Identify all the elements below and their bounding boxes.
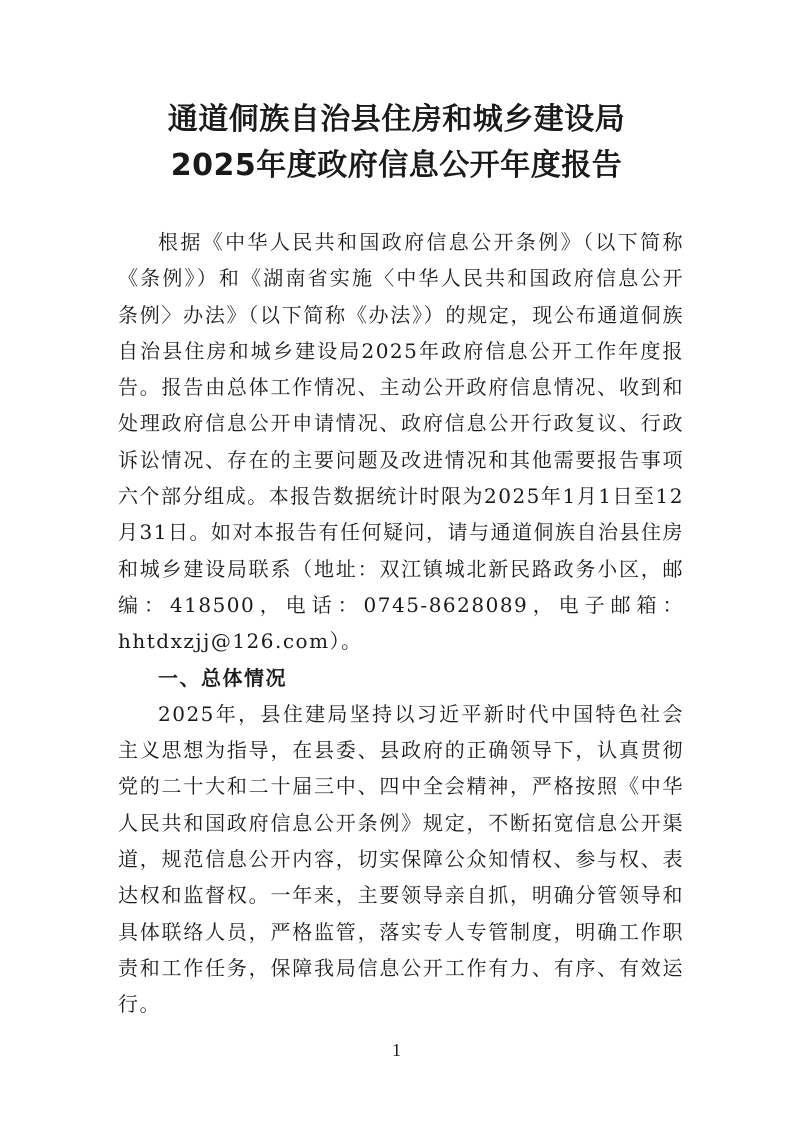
document-title-line1: 通道侗族自治县住房和城乡建设局: [167, 102, 626, 137]
overview-paragraph: 2025年，县住建局坚持以习近平新时代中国特色社会主义思想为指导，在县委、县政府的正确领导下，认真贯彻党的二十大和二十届三中、四中全会精神，严格按照《中华人民共和国政府信息公开条例》规定，不断拓宽信息公开渠道，规范信息公开内容，切实保障公众知情权、参与权、表达权和监督权。一年来，主要领导亲自抓，明确分管领导和具体联络人员，严格监管，落实专人专管制度，明确工作职责和工作任务，保障我局信息公开工作有力、有序、有效运行。: [118, 701, 684, 1017]
page-number: 1: [392, 1040, 401, 1060]
section-heading-overview: 一、总体情况: [158, 665, 287, 690]
document-title-line2: 2025年度政府信息公开年度报告: [170, 148, 623, 183]
intro-paragraph: 根据《中华人民共和国政府信息公开条例》（以下简称《条例》）和《湖南省实施〈中华人民共和国政府信息公开条例〉办法》（以下简称《办法》）的规定，现公布通道侗族自治县住房和城乡建设局2025年政府信息公开工作年度报告。报告由总体工作情况、主动公开政府信息情况、收到和处理政府信息公开申请情况、政府信息公开行政复议、行政诉讼情况、存在的主要问题及改进情况和其他需要报告事项六个部分组成。本报告数据统计时限为2025年1月1日至12月31日。如对本报告有任何疑问，请与通道侗族自治县住房和城乡建设局联系（地址：双江镇城北新民路政务小区，邮编：418500，电话：0745-8628089，电子邮箱：hhtdxzjj@126.com）。: [118, 230, 684, 654]
document-body: [118, 224, 684, 1023]
